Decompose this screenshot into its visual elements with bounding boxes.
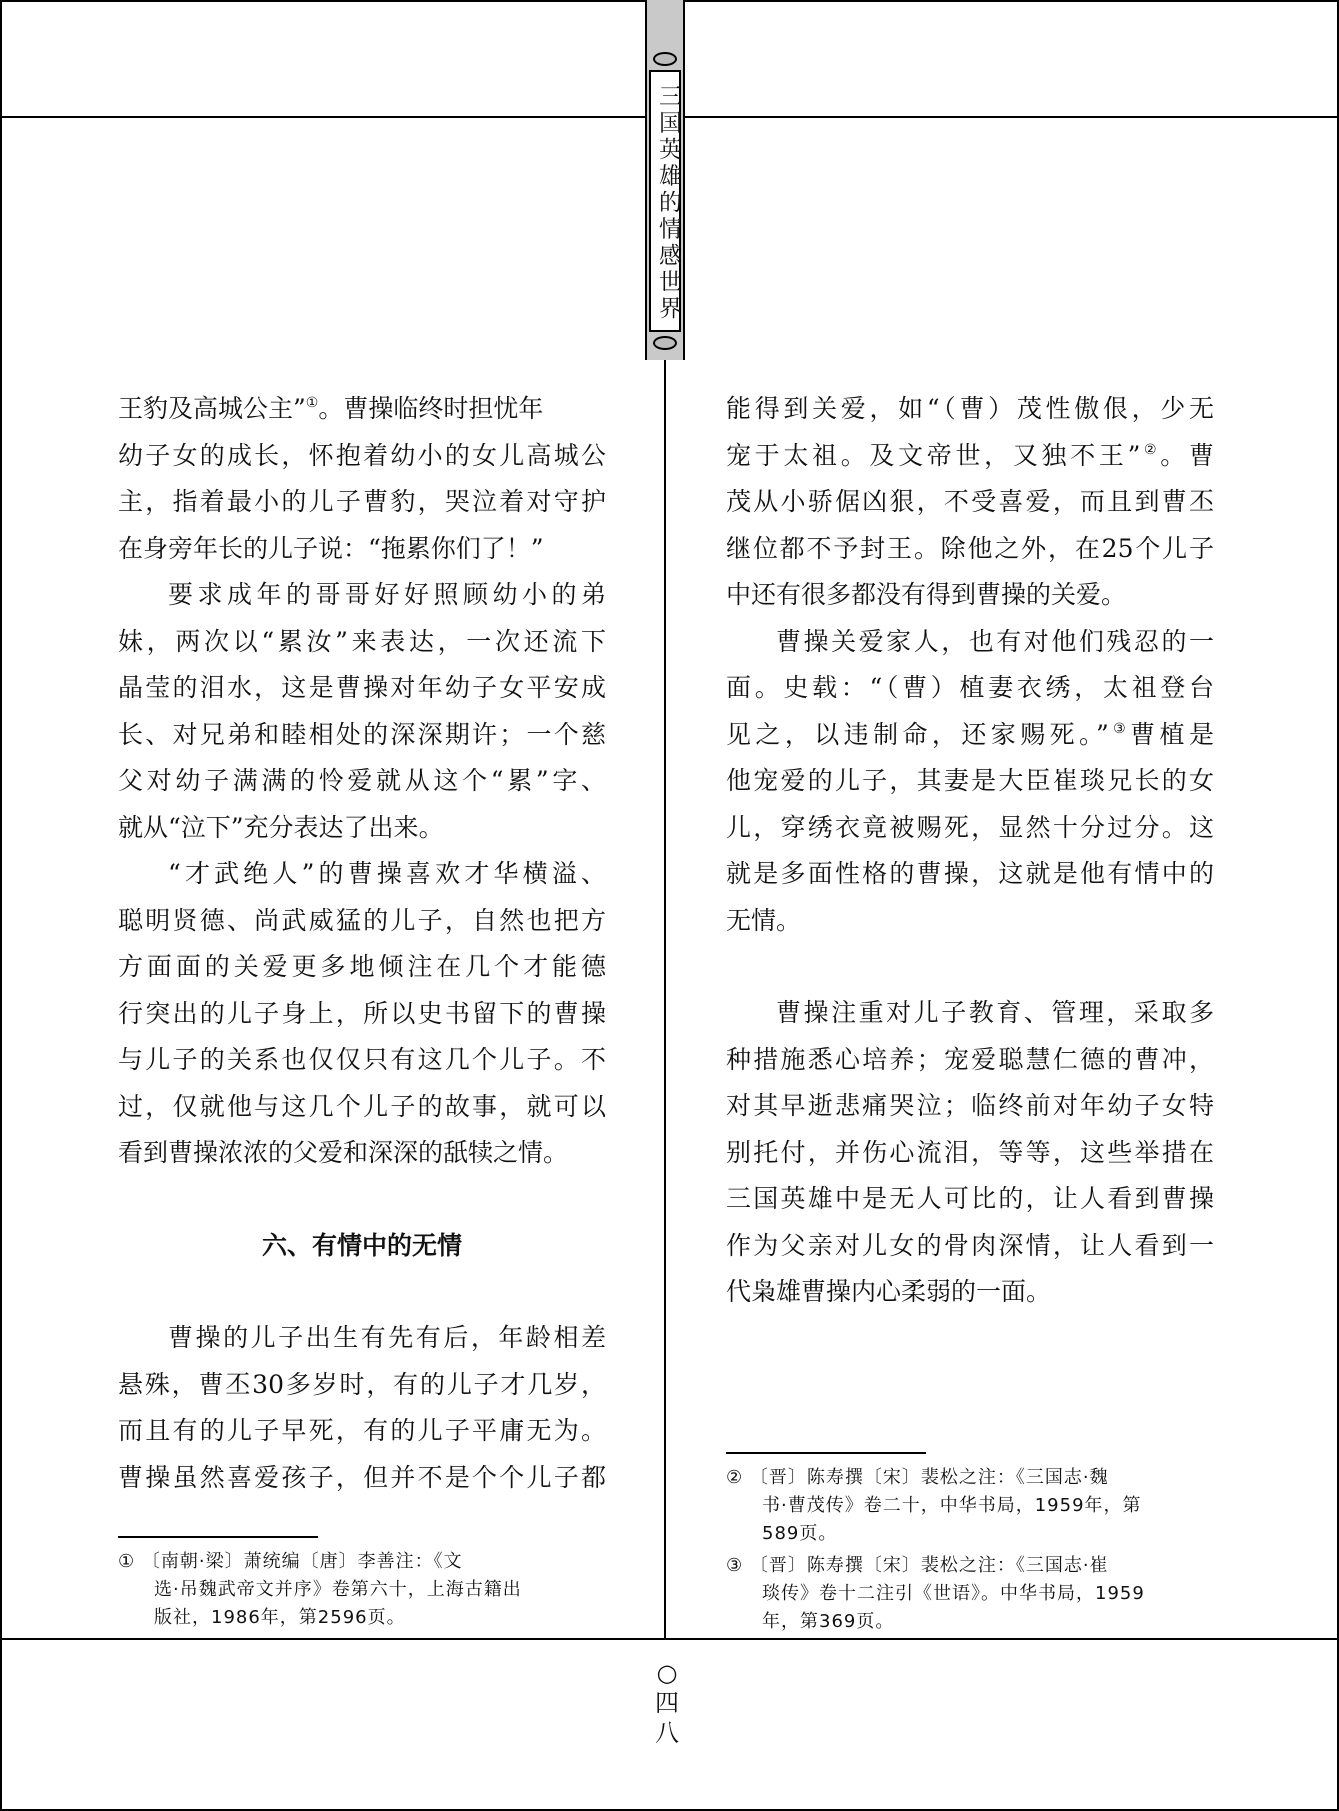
footer-rule [0, 1638, 1339, 1640]
text-line: 过，仅就他与这几个儿子的故事，就可以 [118, 1091, 606, 1121]
text-line: “才武绝人”的曹操喜欢才华横溢、 [168, 859, 606, 888]
right-para1-line2: 宠于太祖。及文帝世，又独不王”②。曹 [726, 440, 1214, 470]
top-ornament-icon [653, 52, 677, 66]
text-line: 方面面的关爱更多地倾注在几个才能德 [118, 952, 606, 981]
right-para2-line3: 见之，以违制命，还家赐死。”③曹植是 [726, 719, 1214, 749]
footnote-ref-3: ③ [1108, 720, 1131, 737]
text-line: 继位都不予封王。除他之外，在25个儿子 [726, 533, 1214, 563]
text-line: 代枭雄曹操内心柔弱的一面。 [726, 1277, 1052, 1306]
footnote-1: ① 〔南朝·梁〕萧统编〔唐〕李善注：《文 选·吊魏武帝文并序》卷第六十，上海古籍出 版社，1986年，第2596页。 [118, 1551, 522, 1628]
text-line: 妹，两次以“累汝”来表达，一次还流下 [118, 626, 606, 656]
text-line: 要求成年的哥哥好好照顾幼小的弟 [168, 580, 606, 609]
text-line: 儿，穿绣衣竟被赐死，显然十分过分。这 [726, 812, 1214, 842]
text-line: 中还有很多都没有得到曹操的关爱。 [726, 580, 1127, 609]
text-line: 他宠爱的儿子，其妻是大臣崔琰兄长的女 [726, 766, 1214, 795]
section-heading: 六、有情中的无情 [261, 1230, 462, 1260]
page-number: ○ 四 八 [655, 1659, 679, 1747]
spacer [726, 944, 1214, 990]
text-line: 晶莹的泪水，这是曹操对年幼子女平安成 [118, 673, 606, 702]
footnote-separator-right [726, 1452, 926, 1454]
text-line: 曹操的儿子出生有先有后，年龄相差 [168, 1323, 606, 1352]
spine-title-tab [645, 0, 685, 360]
footnote-separator-left [118, 1536, 318, 1538]
text-line: 主，指着最小的儿子曹豹，哭泣着对守护 [118, 487, 606, 516]
text-line: 曹操虽然喜爱孩子，但并不是个个儿子都 [118, 1462, 606, 1492]
right-column [726, 386, 1214, 1316]
running-title: 三国英雄的情感世界 [655, 84, 681, 323]
text-line: 父对幼子满满的怜爱就从这个“累”字、 [118, 766, 606, 795]
text-line: 长、对兄弟和睦相处的深深期许；一个慈 [118, 719, 606, 749]
bottom-ornament-icon [653, 336, 677, 350]
text-line: 与儿子的关系也仅仅只有这几个儿子。不 [118, 1045, 606, 1074]
text-line: 在身旁年长的儿子说：“拖累你们了！” [118, 533, 544, 563]
text-line: 而且有的儿子早死，有的儿子平庸无为。 [118, 1416, 606, 1445]
text-line: 幼子女的成长，怀抱着幼小的女儿高城公 [118, 440, 606, 470]
text-line: 能得到关爱，如“（曹）茂性傲佷，少无 [726, 394, 1214, 423]
footnotes-right [726, 1464, 1216, 1636]
footnotes-left [118, 1548, 608, 1632]
left-para1-line1: 王豹及高城公主”①。曹操临终时担忧年 [118, 394, 544, 423]
text-line: 别托付，并伤心流泪，等等，这些举措在 [726, 1137, 1214, 1167]
text-line: 行突出的儿子身上，所以史书留下的曹操 [118, 998, 606, 1028]
text-line: 面。史载：“（曹）植妻衣绣，太祖登台 [726, 673, 1214, 702]
text-line: 无情。 [726, 905, 802, 935]
text-line: 对其早逝悲痛哭泣；临终前对年幼子女特 [726, 1091, 1214, 1120]
text-line: 曹操注重对儿子教育、管理，采取多 [776, 998, 1214, 1027]
spacer [118, 1177, 606, 1223]
left-column [118, 386, 606, 1501]
text-line: 茂从小骄倨凶狠，不受喜爱，而且到曹丕 [726, 487, 1214, 516]
footnote-2: ② 〔晋〕陈寿撰〔宋〕裴松之注：《三国志·魏 书·曹茂传》卷二十，中华书局，1959年，第 589页。 [726, 1467, 1142, 1544]
text-line: 就是多面性格的曹操，这就是他有情中的 [726, 859, 1214, 888]
left-border [0, 0, 2, 1811]
text-line: 悬殊，曹丕30多岁时，有的儿子才几岁， [118, 1369, 606, 1399]
text-line: 就从“泣下”充分表达了出来。 [118, 812, 444, 842]
footnote-3: ③ 〔晋〕陈寿撰〔宋〕裴松之注：《三国志·崔 琰传》卷十二注引《世语》。中华书局，1959 年，第369页。 [726, 1555, 1145, 1632]
text-line: 聪明贤德、尚武威猛的儿子，自然也把方 [118, 905, 606, 935]
text-line: 三国英雄中是无人可比的，让人看到曹操 [726, 1184, 1214, 1213]
column-divider [664, 360, 666, 1638]
text-line: 种措施悉心培养；宠爱聪慧仁德的曹冲， [726, 1044, 1214, 1074]
footnote-ref-2: ② [1140, 441, 1161, 458]
spacer [118, 1269, 606, 1315]
text-line: 作为父亲对儿女的骨肉深情，让人看到一 [726, 1230, 1214, 1260]
text-line: 曹操关爱家人，也有对他们残忍的一 [776, 626, 1214, 656]
text-line: 看到曹操浓浓的父爱和深深的舐犊之情。 [118, 1138, 569, 1167]
footnote-ref-1: ① [305, 395, 319, 411]
